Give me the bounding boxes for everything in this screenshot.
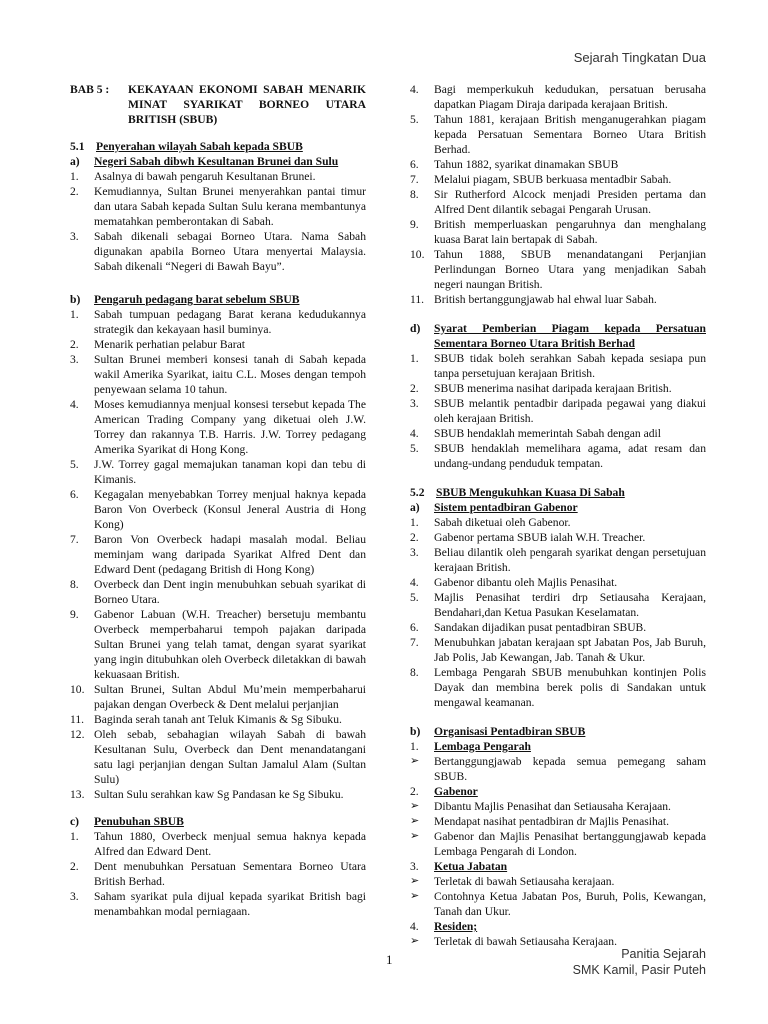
list <box>410 515 706 710</box>
item-text: SBUB hendaklah memerintah Sabah dengan adil <box>434 427 661 440</box>
item-number: 2. <box>410 785 419 798</box>
page-header: Sejarah Tingkatan Dua <box>573 50 706 65</box>
item-number: 8. <box>410 188 419 201</box>
list-item <box>70 889 366 919</box>
bullet-arrow-icon: ➢ <box>410 755 420 767</box>
chapter-title <box>70 82 366 127</box>
bullet-arrow-icon: ➢ <box>410 830 420 842</box>
list-item <box>410 426 706 441</box>
item-number: 2. <box>70 338 79 351</box>
list-item <box>410 889 706 919</box>
item-number: 7. <box>410 173 419 186</box>
list-item <box>410 247 706 292</box>
section-heading <box>70 139 366 154</box>
item-number: 4. <box>410 427 419 440</box>
item-text: Oleh sebab, sebahagian wilayah Sabah di bawah Kesultanan Sulu, Overbeck dan Dent menandatangani satu lagi perjanjian dengan Sultan Jamalul Alam (Sultan Sulu) <box>94 728 366 786</box>
list-subheading <box>410 739 706 754</box>
left-column <box>70 82 366 919</box>
chapter-title-text: KEKAYAAN EKONOMI SABAH MENARIK MINAT SYARIKAT BORNEO UTARA BRITISH (SBUB) <box>128 83 366 126</box>
list-item <box>410 396 706 426</box>
item-text: Kemudiannya, Sultan Brunei menyerahkan pantai timur dan utara Sabah kepada Sultan Sulu kerana membantunya mematahkan pemberontakan di Sabah. <box>94 185 366 228</box>
list-item <box>410 635 706 665</box>
page-footer <box>573 946 706 978</box>
section-number: 5.1 <box>70 140 85 153</box>
item-text: Dibantu Majlis Penasihat dan Setiausaha Kerajaan. <box>434 800 671 813</box>
footer-line: Panitia Sejarah <box>621 947 706 961</box>
item-number: 3. <box>410 860 419 873</box>
item-number: 3. <box>410 397 419 410</box>
item-text: Melalui piagam, SBUB berkuasa mentadbir Sabah. <box>434 173 672 186</box>
footer-line: SMK Kamil, Pasir Puteh <box>572 963 706 977</box>
list-item <box>410 217 706 247</box>
item-number: 4. <box>70 398 79 411</box>
item-text: British bertanggungjawab hal ehwal luar Sabah. <box>434 293 657 306</box>
item-text: SBUB melantik pentadbir daripada pegawai yang diakui oleh kerajaan British. <box>434 397 706 425</box>
item-number: 6. <box>410 158 419 171</box>
list-item <box>70 787 366 802</box>
item-number: 1. <box>70 308 79 321</box>
list-item <box>70 184 366 229</box>
item-text: Gabenor pertama SBUB ialah W.H. Treacher. <box>434 531 646 544</box>
list-item <box>410 441 706 471</box>
list-item <box>410 157 706 172</box>
item-number: 4. <box>410 576 419 589</box>
item-text: Terletak di bawah Setiausaha Kerajaan. <box>434 935 617 948</box>
item-number: 9. <box>410 218 419 231</box>
list-item <box>70 307 366 337</box>
item-number: 1. <box>410 740 419 753</box>
list <box>410 82 706 307</box>
item-text: Gabenor Labuan (W.H. Treacher) bersetuju membantu Overbeck memperbaharui tempoh pajakan daripada Sultan Brunei yang telah tamat, dengan syarat syarikat yang ingin ditubuhkan oleh Overbeck diletakkan di bawah kekuasaan British. <box>94 608 366 681</box>
item-number: 6. <box>410 621 419 634</box>
list-item <box>70 487 366 532</box>
list-item <box>410 545 706 575</box>
subsection-number: a) <box>410 501 420 514</box>
item-number: 1. <box>70 170 79 183</box>
item-number: 2. <box>410 531 419 544</box>
subsection-heading <box>70 292 366 307</box>
section-title: SBUB Mengukuhkan Kuasa Di Sabah <box>436 486 625 499</box>
item-text: Majlis Penasihat terdiri drp Setiausaha Kerajaan, Bendahari,dan Ketua Pasukan Keselamatan. <box>434 591 706 619</box>
page-number: 1 <box>386 952 393 967</box>
subsection-title: Pengaruh pedagang barat sebelum SBUB <box>94 293 300 306</box>
item-number: 7. <box>70 533 79 546</box>
item-text: Sabah diketuai oleh Gabenor. <box>434 516 571 529</box>
item-text: Asalnya di bawah pengaruh Kesultanan Brunei. <box>94 170 316 183</box>
list <box>70 169 366 274</box>
item-text: Sultan Sulu serahkan kaw Sg Pandasan ke Sg Sibuku. <box>94 788 344 801</box>
list-item <box>410 515 706 530</box>
item-number: 2. <box>70 185 79 198</box>
item-text: J.W. Torrey gagal memajukan tanaman kopi dan tebu di Kimanis. <box>94 458 366 486</box>
chapter-label: BAB 5 : <box>70 83 110 96</box>
list-item <box>70 397 366 457</box>
list-item <box>70 829 366 859</box>
list-item <box>70 337 366 352</box>
item-text: Gabenor dibantu oleh Majlis Penasihat. <box>434 576 618 589</box>
list-item <box>410 814 706 829</box>
list-item <box>70 457 366 487</box>
item-number: 1. <box>410 352 419 365</box>
item-number: 4. <box>410 920 419 933</box>
item-number: 5. <box>410 113 419 126</box>
list-item <box>410 620 706 635</box>
subsection-heading <box>70 814 366 829</box>
subsection-number: b) <box>410 725 421 738</box>
item-text: Baginda serah tanah ant Teluk Kimanis & Sg Sibuku. <box>94 713 342 726</box>
list-item <box>410 82 706 112</box>
item-text: Lembaga Pengarah SBUB menubuhkan kontinjen Polis Dayak dan membina berek polis di Sandakan untuk mengawal keamanan. <box>434 666 706 709</box>
list-item <box>410 799 706 814</box>
list-item <box>410 292 706 307</box>
item-number: 10. <box>410 248 425 261</box>
subsection-heading <box>410 500 706 515</box>
list <box>410 739 706 949</box>
list-item <box>70 229 366 274</box>
item-number: 13. <box>70 788 85 801</box>
list <box>70 829 366 919</box>
item-text: Mendapat nasihat pentadbiran dr Majlis Penasihat. <box>434 815 670 828</box>
list-subheading <box>410 859 706 874</box>
list-item <box>410 829 706 859</box>
item-number: 11. <box>70 713 85 726</box>
subsection-title: Organisasi Pentadbiran SBUB <box>434 725 586 738</box>
list-item <box>70 682 366 712</box>
list-item <box>70 712 366 727</box>
item-text: Gabenor dan Majlis Penasihat bertanggungjawab kepada Lembaga Pengarah di London. <box>434 830 706 858</box>
list-item <box>410 172 706 187</box>
item-number: 8. <box>70 578 79 591</box>
item-number: 3. <box>70 353 79 366</box>
item-text: Sir Rutherford Alcock menjadi Presiden pertama dan Alfred Dent dilantik sebagai Pengarah Urusan. <box>434 188 706 216</box>
item-text: Bertanggungjawab kepada semua pemegang saham SBUB. <box>434 755 706 783</box>
section-title: Penyerahan wilayah Sabah kepada SBUB <box>96 140 303 153</box>
item-text: SBUB hendaklah memelihara agama, adat resam dan undang-undang penduduk tempatan. <box>434 442 706 470</box>
item-text: Terletak di bawah Setiausaha kerajaan. <box>434 875 615 888</box>
item-text: Gabenor <box>434 785 478 798</box>
item-number: 1. <box>410 516 419 529</box>
item-number: 12. <box>70 728 85 741</box>
item-text: Menubuhkan jabatan kerajaan spt Jabatan Pos, Jab Buruh, Jab Polis, Jab Kewangan, Jab. Tanah & Ukur. <box>434 636 706 664</box>
item-number: 10. <box>70 683 85 696</box>
item-text: Contohnya Ketua Jabatan Pos, Buruh, Polis, Kewangan, Tanah dan Ukur. <box>434 890 706 918</box>
section-number: 5.2 <box>410 486 425 499</box>
item-text: British memperluaskan pengaruhnya dan menghalang kuasa Barat lain bertapak di Sabah. <box>434 218 706 246</box>
list-item <box>70 727 366 787</box>
list-item <box>70 532 366 577</box>
item-number: 11. <box>410 293 425 306</box>
subsection-title: Syarat Pemberian Piagam kepada Persatuan Sementara Borneo Utara British Berhad <box>434 322 706 350</box>
list-item <box>410 351 706 381</box>
item-text: Sultan Brunei, Sultan Abdul Mu’mein memperbaharui pajakan dengan Overbeck & Dent melalui perjanjian <box>94 683 366 711</box>
list-subheading <box>410 784 706 799</box>
item-number: 5. <box>70 458 79 471</box>
right-column <box>410 82 706 949</box>
item-text: Tahun 1881, kerajaan British menganugerahkan piagam kepada Persatuan Sementara Borneo Utara British Berhad. <box>434 113 706 156</box>
list <box>70 307 366 802</box>
item-text: Ketua Jabatan <box>434 860 508 873</box>
bullet-arrow-icon: ➢ <box>410 935 420 947</box>
subsection-number: c) <box>70 815 80 828</box>
subsection-heading <box>410 724 706 739</box>
item-number: 3. <box>410 546 419 559</box>
list-item <box>410 112 706 157</box>
item-text: Menarik perhatian pelabur Barat <box>94 338 245 351</box>
item-number: 9. <box>70 608 79 621</box>
subsection-number: b) <box>70 293 81 306</box>
item-text: Beliau dilantik oleh pengarah syarikat dengan persetujuan kerajaan British. <box>434 546 706 574</box>
item-text: SBUB tidak boleh serahkan Sabah kepada sesiapa pun tanpa persetujuan kerajaan British. <box>434 352 706 380</box>
item-number: 3. <box>70 890 79 903</box>
bullet-arrow-icon: ➢ <box>410 890 420 902</box>
list-item <box>410 575 706 590</box>
item-text: Bagi memperkukuh kedudukan, persatuan berusaha dapatkan Piagam Diraja daripada kerajaan British. <box>434 83 706 111</box>
item-text: SBUB menerima nasihat daripada kerajaan British. <box>434 382 672 395</box>
item-number: 2. <box>70 860 79 873</box>
item-text: Tahun 1888, SBUB menandatangani Perjanjian Perlindungan Borneo Utara yang menjadikan Sabah negeri naungan British. <box>434 248 706 291</box>
item-text: Kegagalan menyebabkan Torrey menjual haknya kepada Baron Von Overbeck (Konsul Jeneral Austria di Hong Kong) <box>94 488 366 531</box>
list-item <box>70 352 366 397</box>
item-text: Residen; <box>434 920 478 933</box>
item-text: Lembaga Pengarah <box>434 740 531 753</box>
list <box>410 351 706 471</box>
subsection-title: Sistem pentadbiran Gabenor <box>434 501 578 514</box>
list-item <box>70 859 366 889</box>
item-text: Saham syarikat pula dijual kepada syarikat British bagi menambahkan modal perniagaan. <box>94 890 366 918</box>
item-text: Sabah dikenali sebagai Borneo Utara. Nama Sabah digunakan apabila Borneo Utara menyertai Malaysia. Sabah dikenali “Negeri di Bawah Bayu”. <box>94 230 366 273</box>
item-text: Tahun 1882, syarikat dinamakan SBUB <box>434 158 619 171</box>
item-number: 1. <box>70 830 79 843</box>
item-number: 6. <box>70 488 79 501</box>
bullet-arrow-icon: ➢ <box>410 815 420 827</box>
list-item <box>70 607 366 682</box>
subsection-title: Penubuhan SBUB <box>94 815 184 828</box>
list-item <box>410 187 706 217</box>
list-item <box>70 577 366 607</box>
list-item <box>410 590 706 620</box>
list-item <box>410 665 706 710</box>
section-heading <box>410 485 706 500</box>
subsection-heading <box>70 154 366 169</box>
subsection-title: Negeri Sabah dibwh Kesultanan Brunei dan Sulu <box>94 155 339 168</box>
item-text: Sultan Brunei memberi konsesi tanah di Sabah kepada wakil Amerika Syarikat, iaitu C.L. Moses dengan tempoh penyewaan selama 10 tahun. <box>94 353 366 396</box>
list-subheading <box>410 919 706 934</box>
item-number: 5. <box>410 591 419 604</box>
item-number: 5. <box>410 442 419 455</box>
subsection-number: a) <box>70 155 80 168</box>
list-item <box>410 530 706 545</box>
item-text: Dent menubuhkan Persatuan Sementara Borneo Utara British Berhad. <box>94 860 366 888</box>
item-text: Tahun 1880, Overbeck menjual semua haknya kepada Alfred dan Edward Dent. <box>94 830 366 858</box>
item-text: Sabah tumpuan pedagang Barat kerana kedudukannya strategik dan kekayaan hasil buminya. <box>94 308 366 336</box>
item-text: Sandakan dijadikan pusat pentadbiran SBUB. <box>434 621 647 634</box>
item-number: 3. <box>70 230 79 243</box>
bullet-arrow-icon: ➢ <box>410 875 420 887</box>
item-number: 8. <box>410 666 419 679</box>
item-text: Overbeck dan Dent ingin menubuhkan sebuah syarikat di Borneo Utara. <box>94 578 366 606</box>
subsection-heading <box>410 321 706 351</box>
item-number: 7. <box>410 636 419 649</box>
item-text: Baron Von Overbeck hadapi masalah modal. Beliau meminjam wang daripada Syarikat Alfred Dent dan Edward Dent (pedagang British di Hong Kong) <box>94 533 366 576</box>
list-item <box>410 381 706 396</box>
subsection-number: d) <box>410 322 421 335</box>
item-number: 2. <box>410 382 419 395</box>
list-item <box>410 754 706 784</box>
item-number: 4. <box>410 83 419 96</box>
bullet-arrow-icon: ➢ <box>410 800 420 812</box>
item-text: Moses kemudiannya menjual konsesi tersebut kepada The American Trading Company yang diketuai oleh J.W. Torrey dan rakannya T.B. Harris. J.W. Torrey pedagang Amerika Syarikat di Hong Kong. <box>94 398 366 456</box>
list-item <box>410 874 706 889</box>
list-item <box>70 169 366 184</box>
